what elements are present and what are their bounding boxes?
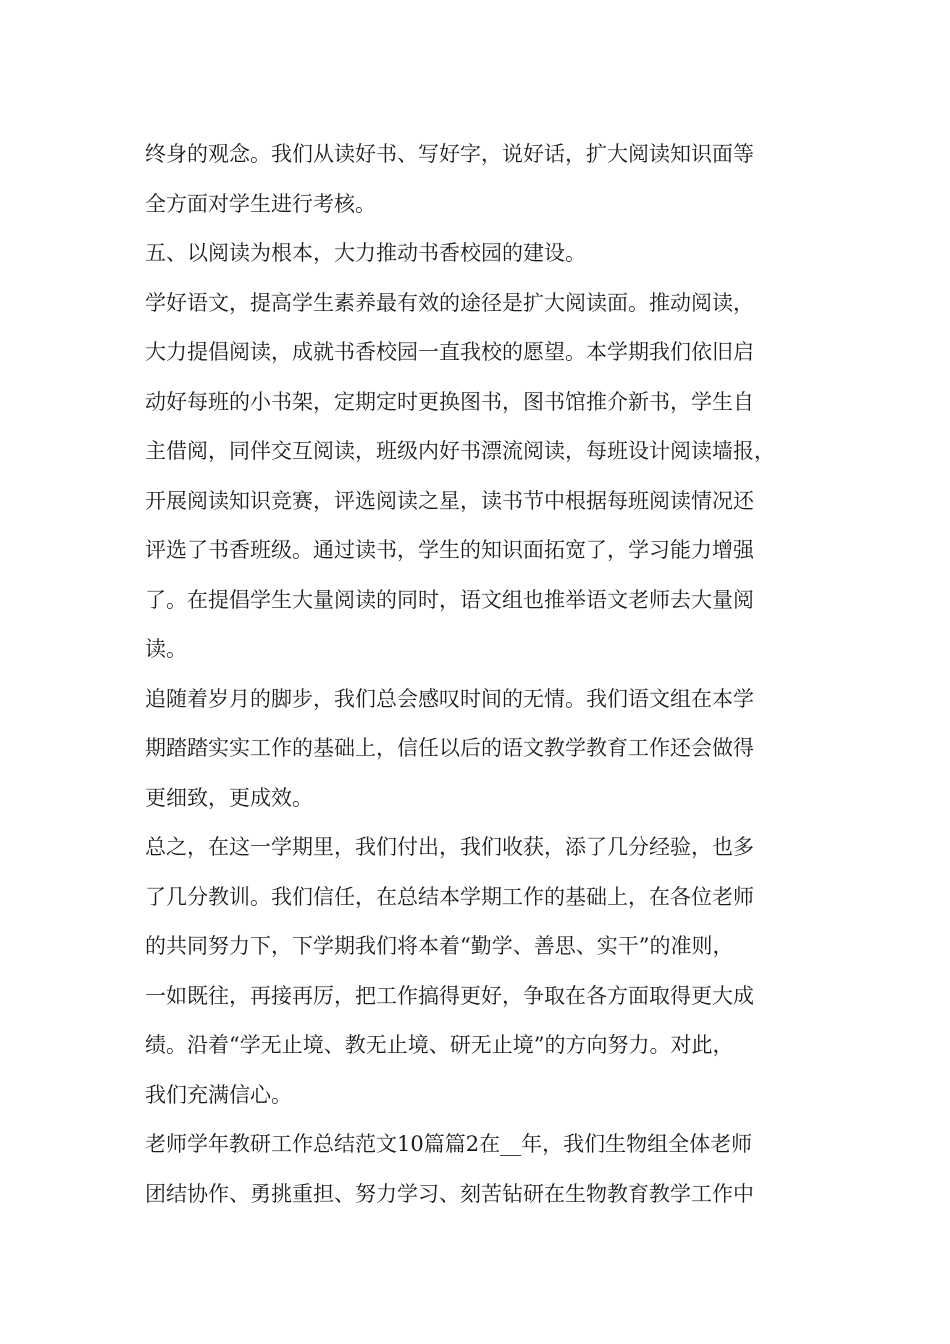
text-line: 终身的观念。我们从读好书、写好字，说好话，扩大阅读知识面等: [145, 142, 754, 166]
text-line: 了几分教训。我们信任，在总结本学期工作的基础上，在各位老师: [145, 884, 754, 909]
text-line: 评选了书香班级。通过读书，学生的知识面拓宽了，学习能力增强: [145, 538, 754, 562]
text-line: 学好语文，提高学生素养最有效的途径是扩大阅读面。推动阅读，: [145, 290, 754, 315]
text-line: 主借阅，同伴交互阅读，班级内好书漂流阅读，每班设计阅读墙报，: [145, 439, 775, 463]
text-line: 更细致，更成效。: [145, 785, 313, 810]
text-line: 一如既往，再接再厉，把工作搞得更好，争取在各方面取得更大成: [145, 983, 754, 1008]
text-line: 大力提倡阅读，成就书香校园一直我校的愿望。本学期我们依旧启: [145, 340, 754, 364]
text-line: 我们充满信心。: [145, 1082, 292, 1107]
text-line: 绩。沿着“学无止境、教无止境、研无止境”的方向努力。对此，: [145, 1033, 734, 1057]
text-line: 了。在提倡学生大量阅读的同时，语文组也推举语文老师去大量阅: [145, 587, 754, 612]
text-line: 动好每班的小书架，定期定时更换图书，图书馆推介新书，学生自: [145, 389, 754, 414]
document-body: [145, 130, 835, 1219]
text-line: 老师学年教研工作总结范文10篇篇2在__年，我们生物组全体老师: [145, 1132, 753, 1156]
text-line: 开展阅读知识竞赛，评选阅读之星，读书节中根据每班阅读情况还: [145, 488, 754, 513]
text-line: 的共同努力下，下学期我们将本着“勤学、善思、实干”的准则，: [145, 934, 734, 958]
text-line: 期踏踏实实工作的基础上，信任以后的语文教学教育工作还会做得: [145, 736, 754, 760]
text-line: 读。: [145, 637, 187, 661]
section-heading: 五、以阅读为根本，大力推动书香校园的建设。: [145, 241, 586, 265]
text-line: 全方面对学生进行考核。: [145, 191, 376, 216]
text-line: 团结协作、勇挑重担、努力学习、刻苦钻研在生物教育教学工作中: [145, 1181, 754, 1206]
text-line: 总之，在这一学期里，我们付出，我们收获，添了几分经验，也多: [145, 835, 754, 859]
text-line: 追随着岁月的脚步，我们总会感叹时间的无情。我们语文组在本学: [145, 686, 754, 711]
